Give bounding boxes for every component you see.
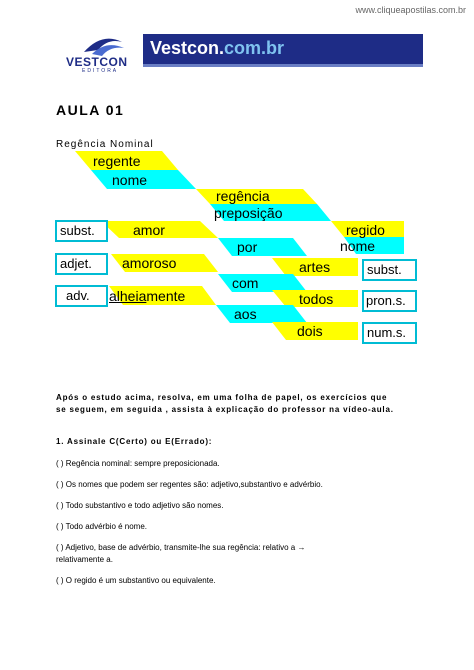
label-com: com bbox=[232, 275, 259, 291]
label-nums-right: num.s. bbox=[367, 325, 407, 340]
label-mente: mente bbox=[146, 288, 186, 304]
lesson-title: AULA 01 bbox=[56, 102, 125, 118]
label-adv-left: adv. bbox=[66, 288, 90, 303]
band-por bbox=[218, 238, 307, 256]
label-por: por bbox=[237, 239, 258, 255]
label-subst-left: subst. bbox=[60, 223, 95, 238]
exercise-heading: 1. Assinale C(Certo) ou E(Errado): bbox=[56, 437, 213, 446]
section-title: Regência Nominal bbox=[56, 139, 154, 150]
logo-subtitle: EDITORA bbox=[82, 68, 119, 74]
banner-tld: com.br bbox=[224, 38, 285, 58]
exercise-item-5-cont: relativamente a. bbox=[56, 555, 113, 564]
label-dois: dois bbox=[297, 323, 323, 339]
logo-name: VESTCON bbox=[66, 55, 128, 69]
label-preposicao: preposição bbox=[214, 205, 283, 221]
label-prons-right: pron.s. bbox=[366, 293, 406, 308]
exercise-item-6: ( ) O regido é um substantivo ou equivalente. bbox=[56, 576, 216, 585]
site-url: www.cliqueapostilas.com.br bbox=[355, 5, 466, 15]
label-regente: regente bbox=[93, 153, 141, 169]
label-nome-top: nome bbox=[112, 172, 148, 188]
label-alheiamente bbox=[109, 288, 185, 304]
banner-main: Vestcon. bbox=[150, 38, 225, 58]
exercise-item-2: ( ) Os nomes que podem ser regentes são: adjetivo,substantivo e advérbio. bbox=[56, 480, 323, 489]
exercise-item-3: ( ) Todo substantivo e todo adjetivo são nomes. bbox=[56, 501, 224, 510]
label-adjet-left: adjet. bbox=[60, 256, 92, 271]
exercise-item-1: ( ) Regência nominal: sempre preposicionada. bbox=[56, 459, 220, 468]
label-regido: regido bbox=[346, 222, 385, 238]
label-artes: artes bbox=[299, 259, 331, 275]
instructions-line-2: se seguem, em seguida , assista à explicação do professor na vídeo-aula. bbox=[56, 405, 394, 414]
label-amor: amor bbox=[133, 222, 165, 238]
label-alheia-underlined: alheia bbox=[109, 288, 147, 304]
instructions-line-1: Após o estudo acima, resolva, em uma folha de papel, os exercícios que bbox=[56, 393, 388, 402]
exercise-item-4: ( ) Todo advérbio é nome. bbox=[56, 522, 148, 531]
exercise-item-5: ( ) Adjetivo, base de advérbio, transmite-lhe sua regência: relativo a → bbox=[56, 543, 306, 552]
label-amoroso: amoroso bbox=[122, 255, 177, 271]
label-todos: todos bbox=[299, 291, 334, 307]
label-subst-right: subst. bbox=[367, 262, 402, 277]
band-aos bbox=[216, 305, 307, 323]
label-aos: aos bbox=[234, 306, 257, 322]
label-regencia: regência bbox=[216, 188, 270, 204]
label-nome-right: nome bbox=[340, 238, 376, 254]
